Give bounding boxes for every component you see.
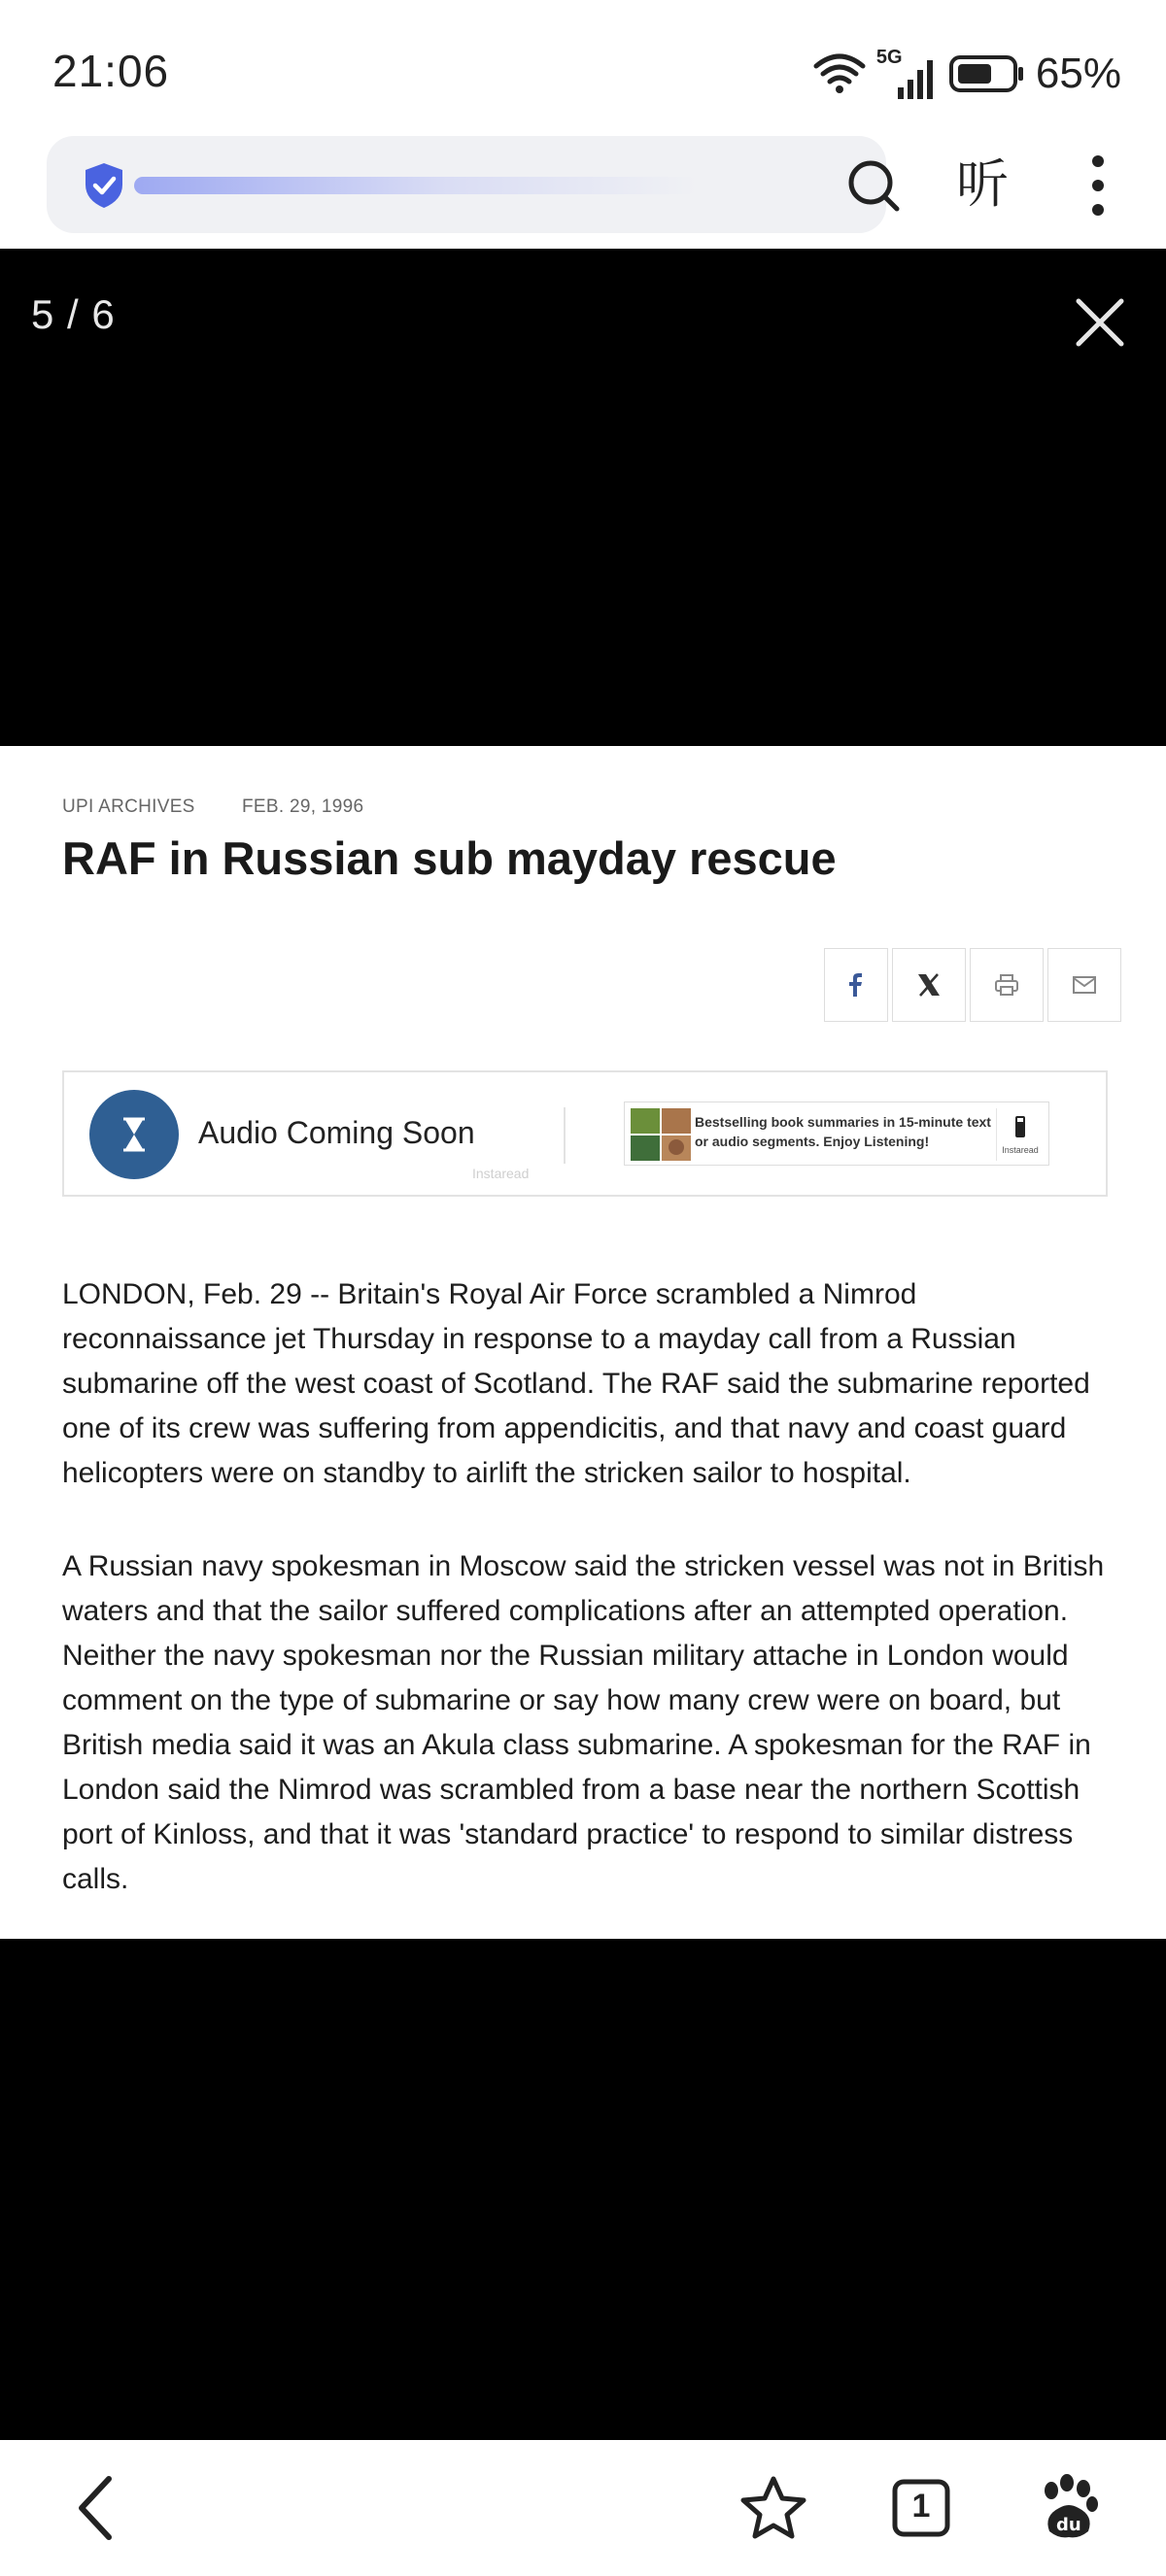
article-panel (0, 746, 1166, 1939)
email-share-button[interactable] (1047, 948, 1121, 1022)
share-buttons (824, 948, 1121, 1022)
star-icon[interactable] (735, 2469, 812, 2547)
search-icon[interactable] (845, 157, 902, 214)
email-icon (1072, 975, 1097, 995)
image-counter: 5 / 6 (31, 291, 116, 337)
battery-icon (948, 52, 1026, 95)
book-thumbnails-image (631, 1108, 691, 1161)
article-source[interactable]: UPI ARCHIVES (62, 797, 195, 817)
network-type: 5G (875, 47, 903, 68)
status-time: 21:06 (52, 46, 170, 96)
facebook-share-button[interactable] (824, 948, 888, 1022)
page-load-progress (134, 177, 698, 194)
instaread-logo (996, 1108, 1044, 1161)
x-icon (916, 972, 942, 998)
baidu-paw-icon[interactable] (1030, 2469, 1108, 2547)
instaread-ad[interactable] (624, 1102, 1049, 1166)
article-date: FEB. 29, 1996 (242, 797, 364, 817)
close-icon[interactable] (1069, 291, 1131, 354)
tab-count: 1 (911, 2488, 931, 2525)
shield-check-icon (82, 161, 126, 210)
facebook-icon (847, 972, 865, 998)
more-menu-icon[interactable] (1079, 153, 1117, 218)
audio-player (62, 1070, 1108, 1197)
ad-brand: Instaread (1002, 1145, 1039, 1155)
print-icon (994, 973, 1019, 997)
listen-button[interactable]: 听 (956, 153, 1009, 215)
signal-bars-icon (898, 58, 937, 99)
image-viewer-bottom (0, 1939, 1166, 2440)
instaread-logo-icon (997, 1108, 1044, 1143)
svg-text:du: du (1056, 2515, 1081, 2535)
instaread-watermark: Instaread (472, 1166, 530, 1181)
x-share-button[interactable] (892, 948, 966, 1022)
back-icon[interactable] (58, 2469, 136, 2547)
wifi-icon (812, 52, 867, 95)
status-bar (0, 0, 1166, 136)
browser-toolbar (0, 136, 1166, 249)
signal-indicator (876, 47, 939, 101)
article-paragraph-2: A Russian navy spokesman in Moscow said the stricken vessel was not in British waters and that the sailor suffered complications after an attempted operation. Neither the navy spokesman nor the Russian military attache in London would comment on the type of submarine or say how many crew were on board, but British media said it was an Akula class submarine. A spokesman for the RAF in London said the Nimrod was scrambled from a base near the northern Scottish port of Kinloss, and that it was 'standard practice' to respond to similar distress calls. (62, 1550, 1105, 1895)
audio-divider (564, 1107, 566, 1164)
bottom-navigation (0, 2440, 1166, 2576)
image-viewer-top (0, 249, 1166, 746)
address-bar[interactable] (47, 136, 886, 233)
battery-percent: 65% (1035, 50, 1121, 97)
tabs-button[interactable] (882, 2469, 960, 2547)
audio-play-button[interactable] (89, 1090, 179, 1179)
hourglass-icon (89, 1090, 179, 1179)
audio-status-label: Audio Coming Soon (198, 1115, 475, 1150)
ad-text: Bestselling book summaries in 15-minute text or audio segments. Enjoy Listening! (695, 1114, 991, 1149)
article-title: RAF in Russian sub mayday rescue (62, 832, 837, 884)
status-icons (812, 45, 1121, 103)
article-paragraph-1: LONDON, Feb. 29 -- Britain's Royal Air Force scrambled a Nimrod reconnaissance jet Thursday in response to a mayday call from a Russian submarine off the west coast of Scotland. The RAF said the submarine reported one of its crew was suffering from appendicitis, and that navy and coast guard helicopters were on standby to airlift the stricken sailor to hospital. (62, 1278, 1090, 1489)
print-button[interactable] (970, 948, 1044, 1022)
